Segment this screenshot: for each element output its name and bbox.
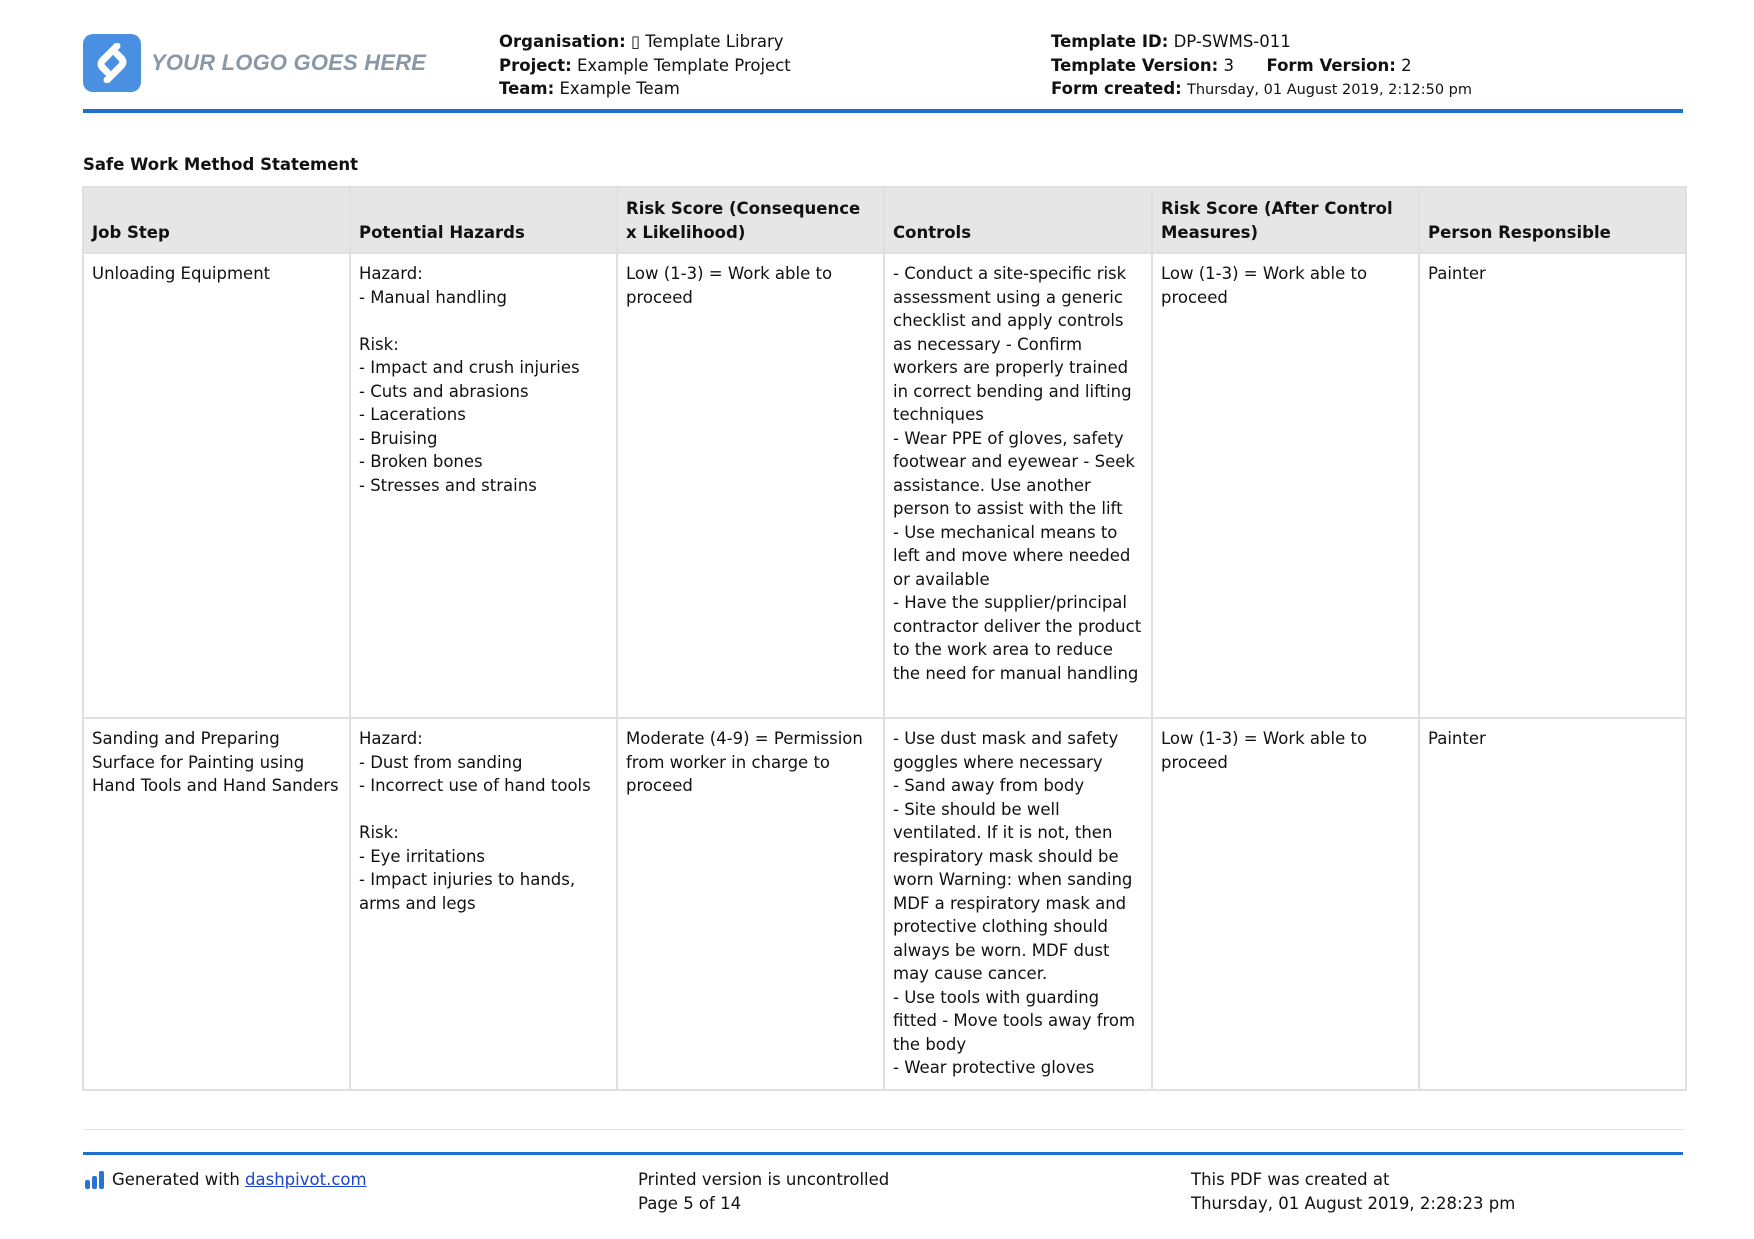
generated-prefix: Generated with <box>112 1170 240 1189</box>
col-header-controls: Controls <box>884 187 1152 253</box>
cell-risk-score: Low (1-3) = Work able to proceed <box>617 253 884 718</box>
template-id-label: Template ID: <box>1051 32 1169 51</box>
pdf-created-label: This PDF was created at <box>1191 1170 1390 1189</box>
print-info <box>638 1168 889 1216</box>
page-number: Page 5 of 14 <box>638 1194 742 1213</box>
col-header-person-responsible: Person Responsible <box>1419 187 1686 253</box>
organisation-line <box>499 30 791 54</box>
col-header-job-step: Job Step <box>83 187 350 253</box>
printed-notice: Printed version is uncontrolled <box>638 1170 890 1189</box>
cell-job-step: Unloading Equipment <box>83 253 350 718</box>
col-header-risk-score: Risk Score (Consequence x Likelihood) <box>617 187 884 253</box>
form-version-label: Form Version: <box>1266 55 1396 75</box>
header-divider <box>83 109 1683 113</box>
bar-chart-icon <box>85 1171 104 1189</box>
form-created-label: Form created: <box>1051 79 1182 98</box>
cell-person-responsible: Painter <box>1419 253 1686 718</box>
footer-divider <box>83 1152 1683 1155</box>
template-version-value: 3 <box>1223 55 1234 75</box>
team-value: Example Team <box>559 79 680 98</box>
cell-potential-hazards: Hazard: - Manual handling Risk: - Impact and crush injuries - Cuts and abrasions - Lacerations - Bruising - Broken bones - Stresses and strains <box>350 253 617 718</box>
company-logo <box>83 34 426 92</box>
cell-potential-hazards: Hazard: - Dust from sanding - Incorrect use of hand tools Risk: - Eye irritations - Impact injuries to hands, arms and legs <box>350 718 617 1090</box>
template-id-line <box>1051 30 1472 54</box>
page-header <box>83 30 1683 110</box>
pdf-created-value: Thursday, 01 August 2019, 2:28:23 pm <box>1191 1194 1516 1213</box>
template-id-value: DP-SWMS-011 <box>1173 32 1291 51</box>
dashpivot-link[interactable]: dashpivot.com <box>245 1170 367 1189</box>
form-created-value: Thursday, 01 August 2019, 2:12:50 pm <box>1187 82 1473 98</box>
generated-with <box>85 1168 367 1192</box>
version-line <box>1051 54 1472 78</box>
project-value: Example Template Project <box>576 55 791 75</box>
organisation-value: ▯ Template Library <box>630 32 784 51</box>
cell-job-step: Sanding and Preparing Surface for Painting using Hand Tools and Hand Sanders <box>83 718 350 1090</box>
footer-light-divider <box>83 1129 1685 1130</box>
cell-risk-score: Moderate (4-9) = Permission from worker in charge to proceed <box>617 718 884 1090</box>
form-version-value: 2 <box>1401 55 1412 75</box>
col-header-risk-score-after: Risk Score (After Control Measures) <box>1152 187 1419 253</box>
organisation-label: Organisation: <box>499 32 626 51</box>
cell-controls: - Conduct a site-specific risk assessment using a generic checklist and apply controls as necessary - Confirm workers are properly trained in correct bending and lifting techniques - Wear PPE of gloves, safety footwear and eyewear - Seek assistance. Use another person to assist with the lift - Use mechanical means to left and move where needed or available - Have the supplier/principal contractor deliver the product to the work area to reduce the need for manual handling <box>884 253 1152 718</box>
col-header-potential-hazards: Potential Hazards <box>350 187 617 253</box>
template-version-label: Template Version: <box>1051 55 1219 75</box>
cell-person-responsible: Painter <box>1419 718 1686 1090</box>
project-meta <box>499 30 791 101</box>
team-line <box>499 77 791 101</box>
cell-risk-score-after: Low (1-3) = Work able to proceed <box>1152 253 1419 718</box>
team-label: Team: <box>499 79 555 98</box>
cell-risk-score-after: Low (1-3) = Work able to proceed <box>1152 718 1419 1090</box>
table-header-row <box>83 187 1686 253</box>
swms-table <box>82 186 1687 1091</box>
table-row <box>83 253 1686 718</box>
cell-controls: - Use dust mask and safety goggles where necessary - Sand away from body - Site should be well ventilated. If it is not, then respiratory mask should be worn Warning: when sanding MDF a respiratory mask and protective clothing should always be worn. MDF dust may cause cancer. - Use tools with guarding fitted - Move tools away from the body - Wear protective gloves <box>884 718 1152 1090</box>
pdf-created-info <box>1191 1168 1515 1216</box>
project-line <box>499 54 791 78</box>
logo-text: YOUR LOGO GOES HERE <box>151 50 427 75</box>
logo-s-mark-icon <box>83 34 141 92</box>
section-title: Safe Work Method Statement <box>83 155 359 174</box>
project-label: Project: <box>499 55 572 75</box>
template-meta <box>1051 30 1472 103</box>
form-created-line <box>1051 77 1472 103</box>
table-row <box>83 718 1686 1090</box>
